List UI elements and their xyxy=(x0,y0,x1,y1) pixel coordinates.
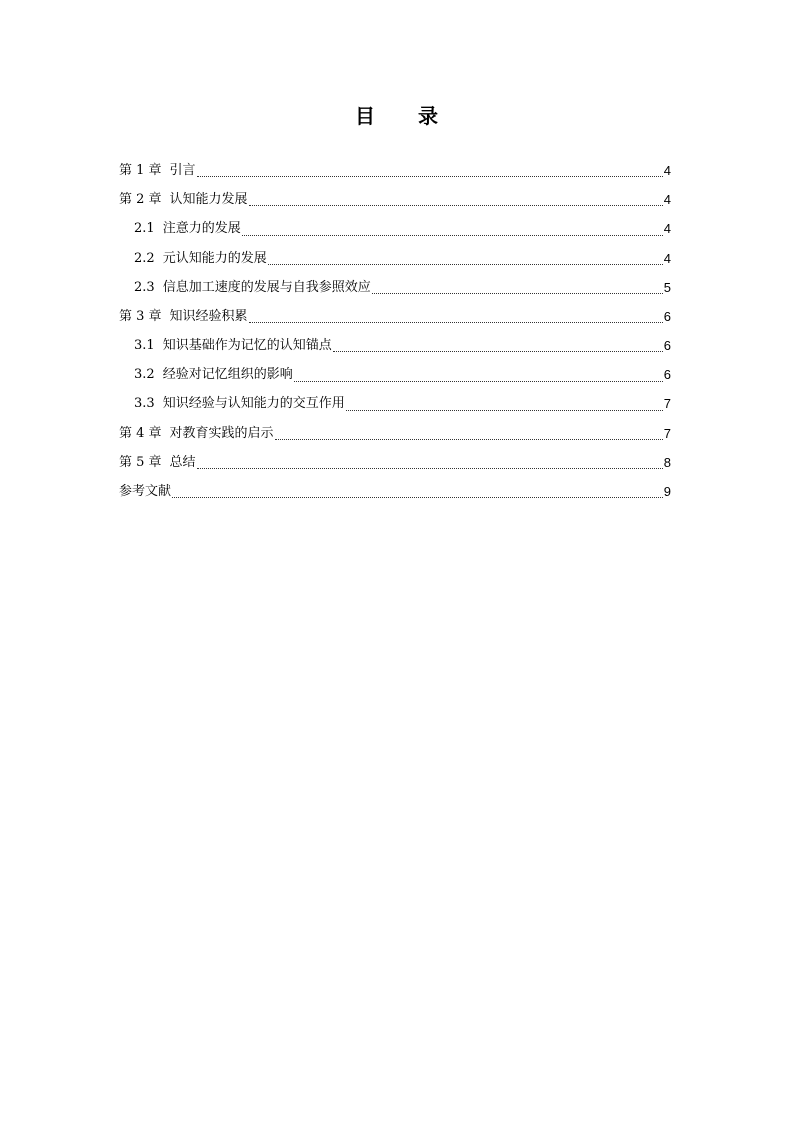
toc-entry-number: 3.3 xyxy=(134,396,155,412)
toc-entry-number: 第 5 章 xyxy=(119,454,162,470)
toc-dot-leader xyxy=(249,196,663,206)
toc-entry-title: 引言 xyxy=(169,162,196,178)
toc-title: 目 录 xyxy=(355,104,456,128)
toc-dot-leader xyxy=(346,401,663,411)
toc-page-number: 6 xyxy=(663,338,671,354)
toc-page-number: 7 xyxy=(663,396,671,412)
toc-entry[interactable] xyxy=(119,244,671,273)
toc-entry[interactable] xyxy=(119,448,671,477)
toc-page-number: 9 xyxy=(663,484,671,500)
toc-dot-leader xyxy=(294,372,663,382)
toc-entry-title: 参考文献 xyxy=(119,484,172,500)
toc-entry-number: 第 2 章 xyxy=(119,192,162,208)
toc-entry[interactable] xyxy=(119,302,671,331)
toc-entry-title: 注意力的发展 xyxy=(162,221,241,237)
toc-entry-title: 知识基础作为记忆的认知锚点 xyxy=(162,338,332,354)
toc-page-number: 8 xyxy=(663,454,671,470)
toc-entry-number: 3.1 xyxy=(134,338,155,354)
toc-entry-number: 2.2 xyxy=(134,250,155,266)
toc-dot-leader xyxy=(275,430,663,440)
toc-entry[interactable] xyxy=(119,273,671,302)
toc-dot-leader xyxy=(197,459,663,469)
toc-entry-number: 2.1 xyxy=(134,221,155,237)
toc-entry-number: 3.2 xyxy=(134,367,155,383)
toc-dot-leader xyxy=(372,284,663,294)
toc-page-number: 4 xyxy=(663,192,671,208)
toc-entry-title: 元认知能力的发展 xyxy=(162,250,267,266)
toc-entry[interactable] xyxy=(119,360,671,389)
toc-page-number: 4 xyxy=(663,162,671,178)
toc-entry[interactable] xyxy=(119,390,671,419)
toc-entry[interactable] xyxy=(119,214,671,243)
toc-entry[interactable] xyxy=(119,419,671,448)
toc-entry-number: 第 4 章 xyxy=(119,425,162,441)
toc-entry[interactable] xyxy=(119,156,671,185)
toc-dot-leader xyxy=(242,226,663,236)
toc-entry-title: 知识经验与认知能力的交互作用 xyxy=(162,396,345,412)
toc-page-number: 4 xyxy=(663,250,671,266)
toc-entry-title: 认知能力发展 xyxy=(169,192,248,208)
toc-dot-leader xyxy=(333,342,663,352)
table-of-contents xyxy=(119,156,671,506)
toc-entry-title: 对教育实践的启示 xyxy=(169,425,274,441)
toc-entry-title: 总结 xyxy=(169,454,196,470)
toc-entry-title: 信息加工速度的发展与自我参照效应 xyxy=(162,279,371,295)
toc-entry[interactable] xyxy=(119,477,671,506)
toc-dot-leader xyxy=(249,313,663,323)
toc-page-number: 6 xyxy=(663,367,671,383)
toc-entry-title: 知识经验积累 xyxy=(169,308,248,324)
toc-entry-title: 经验对记忆组织的影响 xyxy=(162,367,293,383)
toc-page-number: 7 xyxy=(663,425,671,441)
toc-entry-number: 第 3 章 xyxy=(119,308,162,324)
toc-page-number: 6 xyxy=(663,308,671,324)
toc-entry-number: 第 1 章 xyxy=(119,162,162,178)
toc-entry[interactable] xyxy=(119,331,671,360)
toc-page-number: 4 xyxy=(663,221,671,237)
toc-dot-leader xyxy=(268,255,663,265)
toc-entry-number: 2.3 xyxy=(134,279,155,295)
toc-dot-leader xyxy=(197,167,663,177)
toc-entry[interactable] xyxy=(119,185,671,214)
toc-dot-leader xyxy=(172,488,663,498)
toc-page-number: 5 xyxy=(663,279,671,295)
